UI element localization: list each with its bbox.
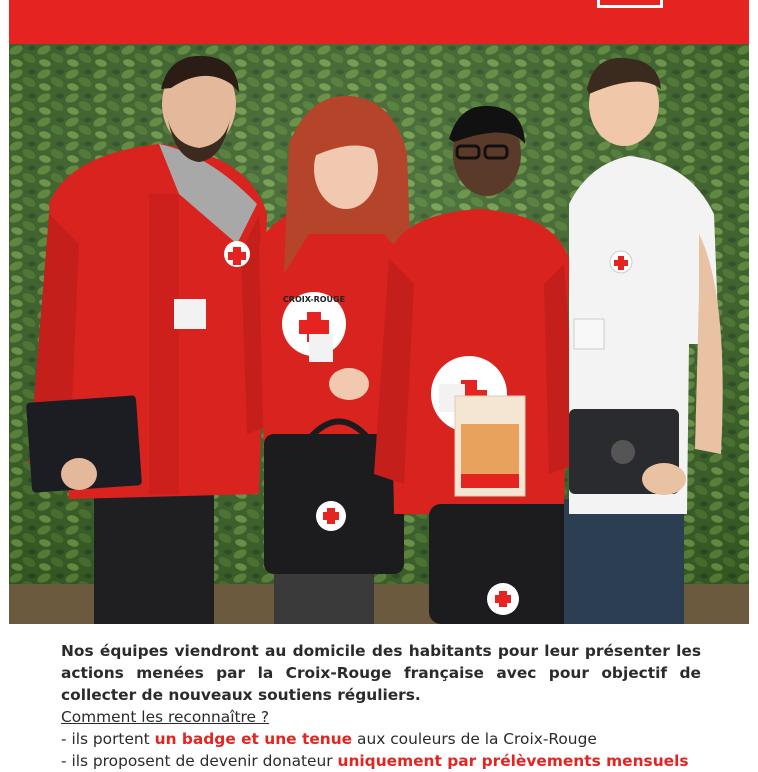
- bullet2-prefix: - ils proposent de devenir donateur: [61, 752, 338, 770]
- bullet1-suffix: aux couleurs de la Croix-Rouge: [352, 730, 597, 748]
- bullet1-highlight: un badge et une tenue: [154, 730, 353, 748]
- intro-paragraph: Nos équipes viendront au domicile des habitants pour leur présenter les actions menées par la Croix-Rouge française avec pour objectif de collecter de nouveaux soutiens réguliers.: [61, 642, 701, 704]
- top-red-banner: [9, 0, 749, 44]
- question-text: Comment les reconnaître ?: [61, 708, 270, 726]
- banner-logo-frame: [597, 0, 663, 8]
- bullet-donation: [61, 750, 701, 772]
- question-line: [61, 706, 701, 728]
- badge-text: CROIX-ROUGE: [282, 295, 346, 304]
- info-text-block: [61, 640, 701, 772]
- bullet2-highlight: uniquement par prélèvements mensuels: [337, 752, 689, 770]
- volunteers-photo: [9, 44, 749, 624]
- bullet1-prefix: - ils portent: [61, 730, 155, 748]
- bullet-badge: [61, 728, 701, 750]
